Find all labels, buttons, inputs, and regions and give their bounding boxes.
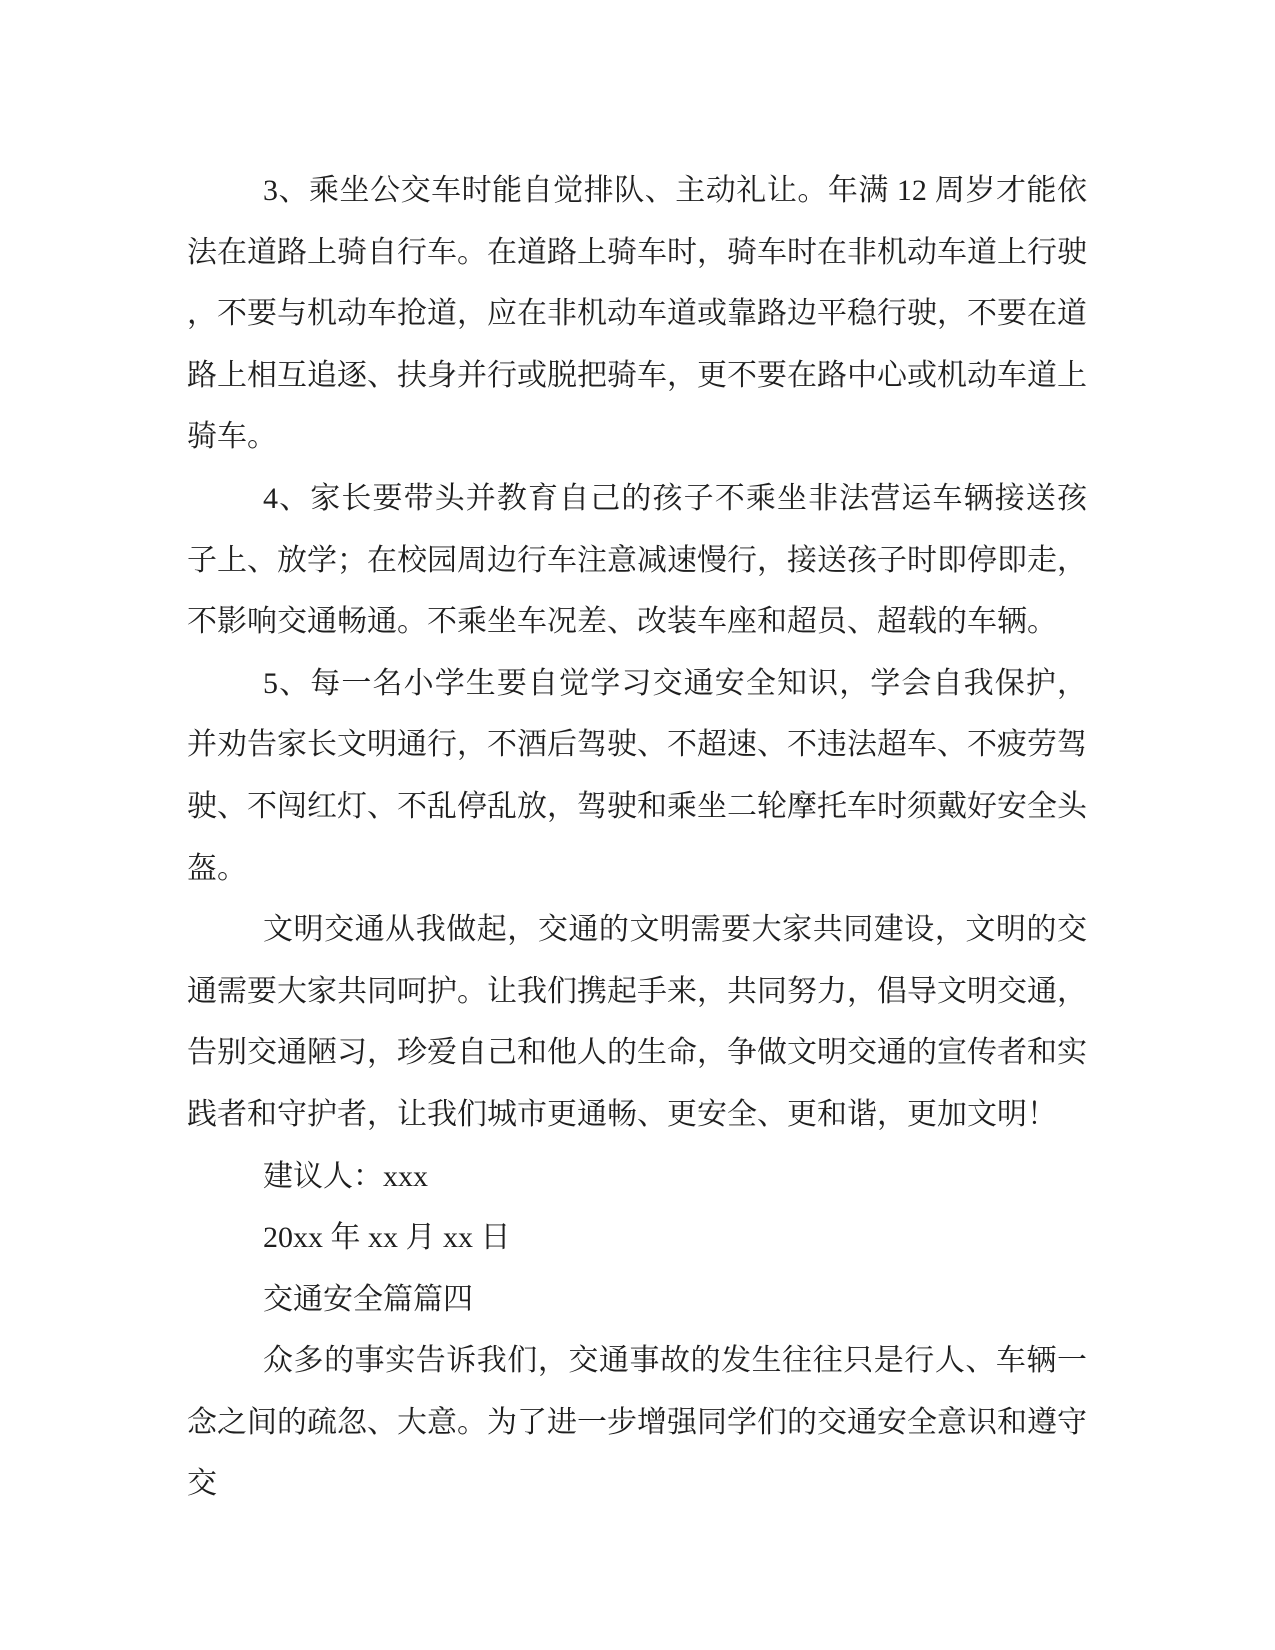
- paragraph-rule-5: 5、每一名小学生要自觉学习交通安全知识，学会自我保护，并劝告家长文明通行，不酒后驾驶、不超速、不违法超车、不疲劳驾驶、不闯红灯、不乱停乱放，驾驶和乘坐二轮摩托车时须戴好安全头盔。: [187, 666, 1087, 885]
- document-text-block: [187, 160, 1087, 1515]
- proposer-line: 建议人：xxx: [263, 1159, 428, 1193]
- paragraph-rule-4: 4、家长要带头并教育自己的孩子不乘坐非法营运车辆接送孩子上、放学；在校园周边行车注意减速慢行，接送孩子时即停即走，不影响交通畅通。不乘坐车况差、改装车座和超员、超载的车辆。: [187, 481, 1087, 639]
- paragraph-closing: 文明交通从我做起，交通的文明需要大家共同建设，文明的交通需要大家共同呵护。让我们携起手来，共同努力，倡导文明交通，告别交通陋习，珍爱自己和他人的生命，争做文明交通的宣传者和实践者和守护者，让我们城市更通畅、更安全、更和谐，更加文明！: [187, 913, 1087, 1131]
- date-line: 20xx 年 xx 月 xx 日: [263, 1221, 511, 1255]
- paragraph-section-four-intro: 众多的事实告诉我们，交通事故的发生往往只是行人、车辆一念之间的疏忽、大意。为了进一步增强同学们的交通安全意识和遵守交: [187, 1344, 1087, 1501]
- section-heading-four: 交通安全篇篇四: [263, 1282, 473, 1316]
- paragraph-rule-3: 3、乘坐公交车时能自觉排队、主动礼让。年满 12 周岁才能依法在道路上骑自行车。在道路上骑车时，骑车时在非机动车道上行驶，不要与机动车抢道，应在非机动车道或靠路边平稳行驶，不要在道路上相互追逐、扶身并行或脱把骑车，更不要在路中心或机动车道上骑车。: [187, 174, 1087, 454]
